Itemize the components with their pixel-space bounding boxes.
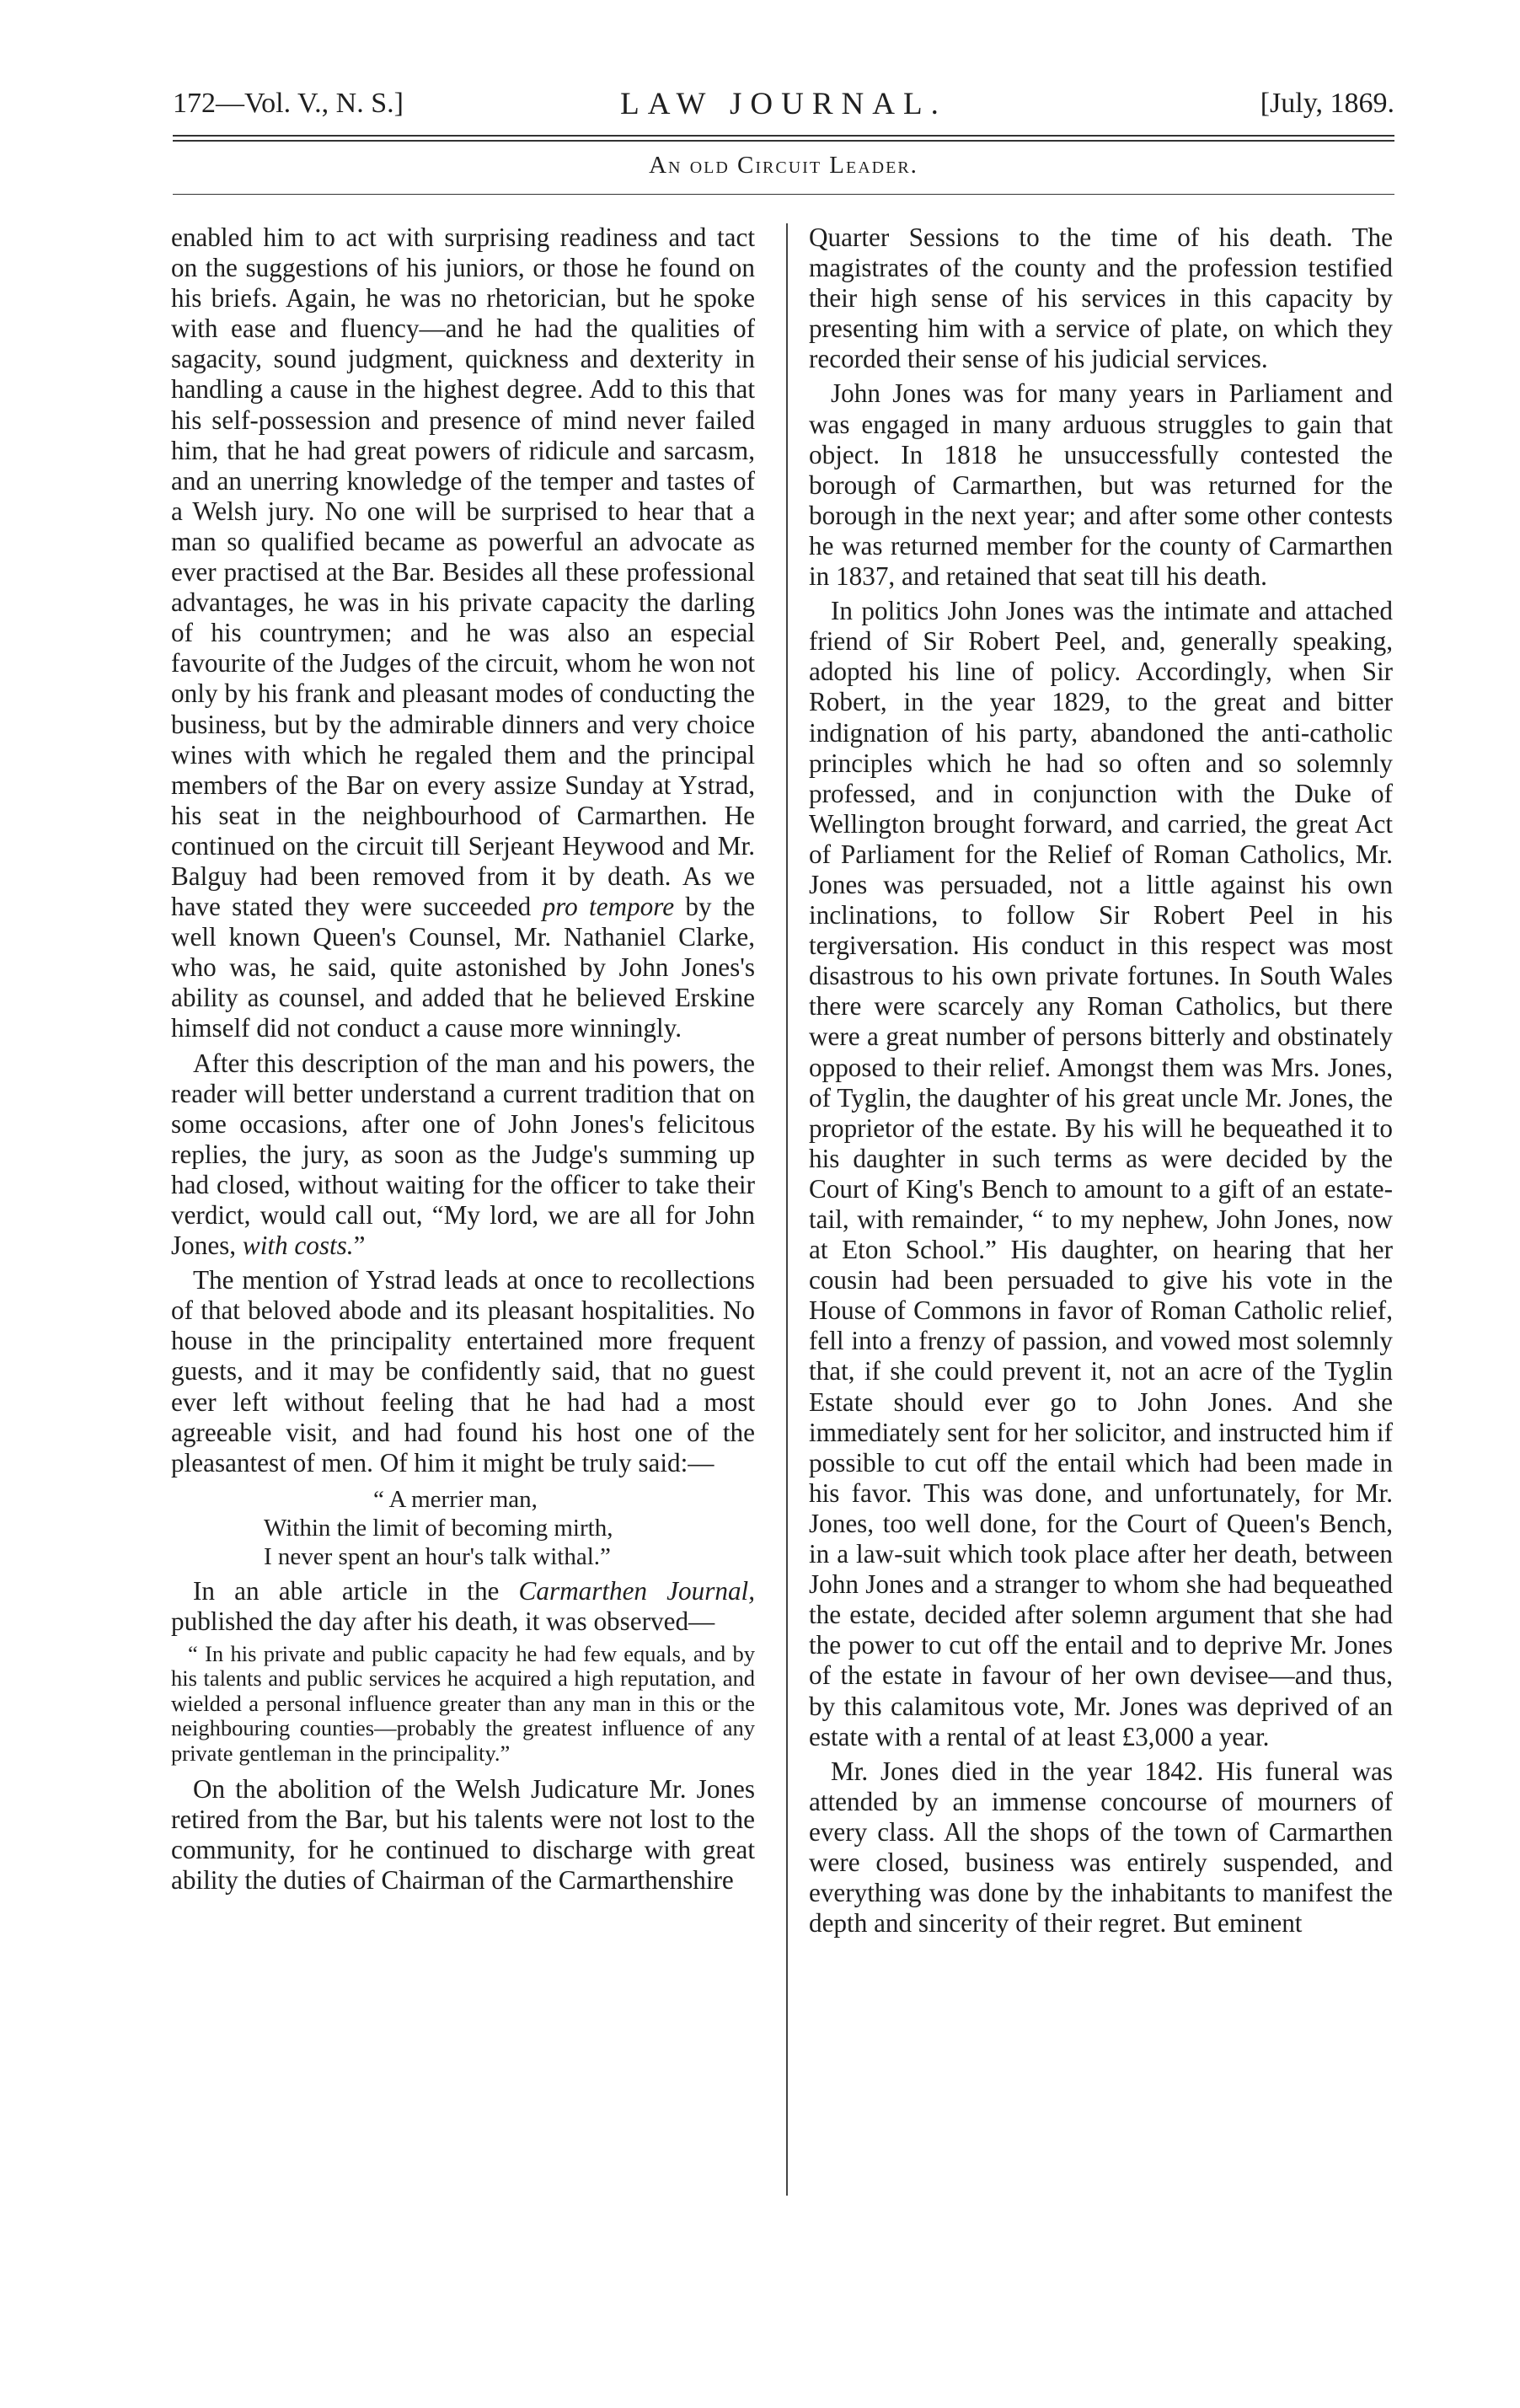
paragraph: In politics John Jones was the intimate and attached friend of Sir Robert Peel, and, generally speaking, adopted his line of policy. Accordingly, when Sir Robert, in the year 1829, to the great and bitter indignation of his party, abandoned the anti-catholic principles which he had so often and so solemnly professed, and in conjunction with the Duke of Wellington brought forward, and carried, the great Act of Parliament for the Relief of Roman Catholics, Mr. Jones was persuaded, not a little against his own inclinations, to follow Sir Robert Peel in his tergiversation. His conduct in this respect was most disastrous to his own private fortunes. In South Wales there were scarcely any Roman Catholics, but there were a great number of persons bitterly and obstinately opposed to their relief. Amongst them was Mrs. Jones, of Tyglin, the daughter of his great uncle Mr. Jones, the proprietor of the estate. By his will he bequeathed it to his daughter in such terms as were decided by the Court of King's Bench to amount to a gift of an estate-tail, with remainder, “ to my nephew, John Jones, now at Eton School.” His daughter, on hearing that her cousin had been persuaded to give his vote in the House of Commons in favor of Roman Catholic relief, fell into a frenzy of passion, and vowed most solemnly that, if she could prevent it, not an acre of the Tyglin Estate should ever go to John Jones. And she immediately sent for her solicitor, and instructed him if possible to cut off the entail which had been made in his favor. This was done, and unfortunately, for Mr. Jones, too well done, for the Court of Queen's Bench, in a law-suit which took place after her death, between John Jones and a stranger to whom she had bequeathed the estate, decided after solemn argument that she had the power to cut off the entail and to deprive Mr. Jones of the estate in favour of her own devisee—and thus, by this calamitous vote, Mr. Jones was deprived of an estate with a rental of at least £3,000 a year. bbox=[809, 596, 1393, 1751]
verse-line: “ A merrier man, bbox=[373, 1485, 538, 1513]
paragraph-text: published the day after his death, it was observed— bbox=[171, 1606, 715, 1636]
section-rule bbox=[173, 194, 1394, 195]
header-rule-bottom bbox=[173, 140, 1394, 142]
paragraph bbox=[171, 223, 755, 1044]
paragraph: On the abolition of the Welsh Judicature Mr. Jones retired from the Bar, but his talents were not lost to the community, for he continued to discharge with great ability the duties of Chairman of the Carmarthenshire bbox=[171, 1774, 755, 1896]
page-volume-reference: 172—Vol. V., N. S.] bbox=[173, 88, 404, 119]
column-divider bbox=[786, 223, 788, 2196]
italic-phrase: pro tempore bbox=[542, 892, 675, 922]
verse-line: Within the limit of becoming mirth, bbox=[264, 1514, 613, 1542]
paragraph-text: enabled him to act with surprising readiness and tact on the suggestions of his juniors, or those he found on his briefs. Again, he was no rhetorician, but he spoke with ease and fluency—and he had the qualities of sagacity, sound judgment, quickness and dexterity in handling a cause in the highest degree. Add to this that his self-possession and presence of mind never failed him, that he had great powers of ridicule and sarcasm, and an unerring knowledge of the temper and tastes of a Welsh jury. No one will be surprised to hear that a man so qualified became as powerful an advocate as ever practised at the Bar. Besides all these professional advantages, he was in his private capacity the darling of his countrymen; and he was also an especial favourite of the Judges of the circuit, whom he won not only by his frank and pleasant modes of conducting the business, but by the admirable dinners and very choice wines with which he regaled them and the principal members of the Bar on every assize Sunday at Ystrad, his seat in the neighbourhood of Carmarthen. He continued on the circuit till Serjeant Heywood and Mr. Balguy had been removed from it by death. As we have stated they were succeeded bbox=[171, 223, 755, 922]
paragraph-text: In an able article in the bbox=[193, 1575, 500, 1606]
paragraph bbox=[171, 1048, 755, 1262]
italic-phrase: Carmarthen Journal, bbox=[518, 1575, 755, 1606]
issue-date: [July, 1869. bbox=[1260, 88, 1394, 119]
paragraph: Quarter Sessions to the time of his death. The magistrates of the county and the profession testified their high sense of his services in this capacity by presenting him with a service of plate, on which they recorded their sense of his judicial services. bbox=[809, 223, 1393, 374]
paragraph-text: by the well known Queen's Counsel, Mr. Nathaniel Clarke, who was, he said, quite astonished by John Jones's ability as counsel, and added that he believed Erskine himself did not conduct a cause more winningly. bbox=[171, 892, 755, 1043]
paragraph-text: ” bbox=[353, 1231, 366, 1261]
right-column bbox=[809, 223, 1393, 1939]
journal-title: LAW JOURNAL. bbox=[620, 87, 947, 121]
running-head bbox=[173, 79, 1394, 130]
italic-phrase: with costs. bbox=[242, 1231, 354, 1261]
paragraph bbox=[171, 1576, 755, 1637]
section-title: An old Circuit Leader. bbox=[649, 152, 918, 179]
verse-quotation bbox=[171, 1485, 755, 1571]
paragraph: John Jones was for many years in Parliament and was engaged in many arduous struggles to gain that object. In 1818 he unsuccessfully contested the borough of Carmarthen, but was returned for the borough in the next year; and after some other contests he was returned member for the county of Carmarthen in 1837, and retained that seat till his death. bbox=[809, 378, 1393, 592]
verse-line: I never spent an hour's talk withal.” bbox=[264, 1542, 611, 1570]
paragraph: The mention of Ystrad leads at once to recollections of that beloved abode and its pleasant hospitalities. No house in the principality entertained more frequent guests, and it may be confidently said, that no guest ever left without feeling that he had had a most agreeable visit, and had found his host one of the pleasantest of men. Of him it might be truly said:— bbox=[171, 1265, 755, 1478]
paragraph-text: After this description of the man and his powers, the reader will better understand a current tradition that on some occasions, after one of John Jones's felicitous replies, the jury, as soon as the Judge's summing up had closed, without waiting for the officer to take their verdict, would call out, “My lord, we are all for John Jones, bbox=[171, 1048, 755, 1261]
paragraph: Mr. Jones died in the year 1842. His funeral was attended by an immense concourse of mourners of every class. All the shops of the town of Carmarthen were closed, business was entirely suspended, and everything was done by the inhabitants to manifest the depth and sincerity of their regret. But eminent bbox=[809, 1756, 1393, 1939]
block-quotation: “ In his private and public capacity he had few equals, and by his talents and public services he acquired a high reputation, and wielded a personal influence greater than any man in this or the neighbouring counties—probably the greatest influence of any private gentleman in the principality.” bbox=[171, 1641, 755, 1766]
header-rule-top bbox=[173, 135, 1394, 137]
left-column bbox=[171, 223, 755, 1896]
